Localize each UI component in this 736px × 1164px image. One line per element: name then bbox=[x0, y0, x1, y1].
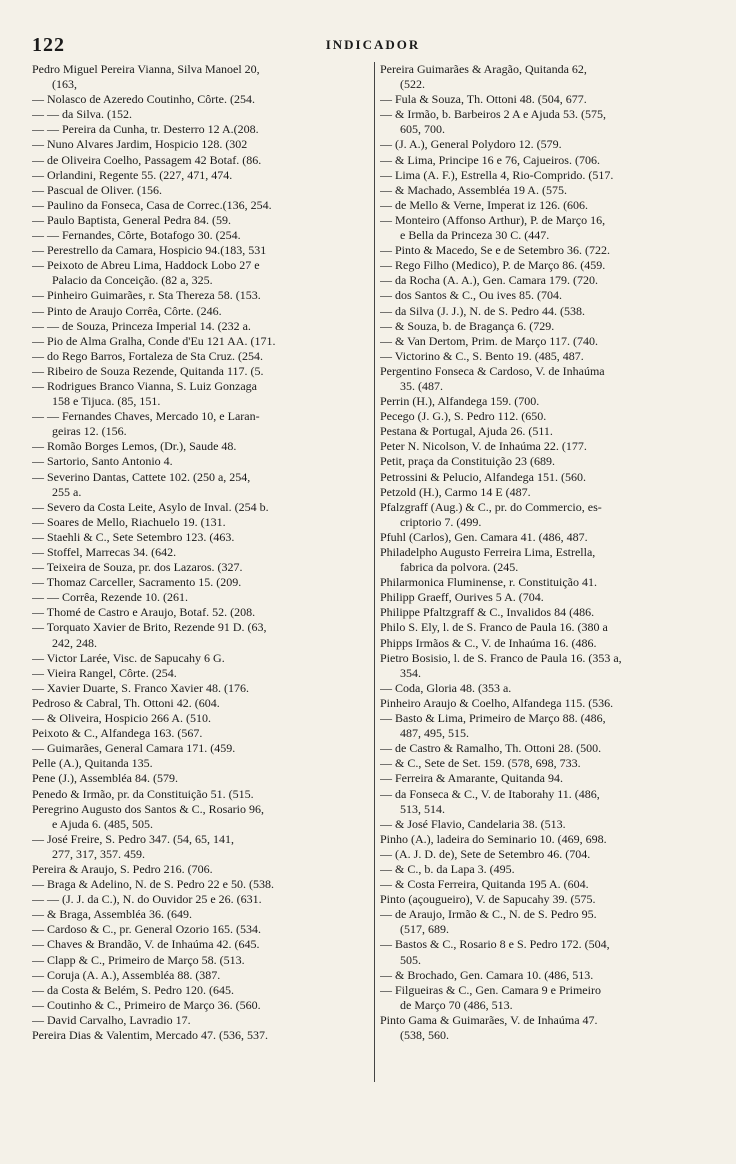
directory-entry: — Cardoso & C., pr. General Ozorio 165. (534. bbox=[32, 922, 261, 937]
directory-entry-continuation: fabrica da polvora. (245. bbox=[400, 560, 519, 575]
directory-entry: — Soares de Mello, Riachuelo 19. (131. bbox=[32, 514, 226, 529]
directory-entry-continuation: e Ajuda 6. (485, 505. bbox=[52, 816, 153, 831]
directory-entry: Pedro Miguel Pereira Vianna, Silva Manoel 20, bbox=[32, 62, 260, 76]
directory-entry: Petit, praça da Constituição 23 (689. bbox=[380, 454, 555, 469]
directory-entry: — Victor Larée, Visc. de Sapucahy 6 G. bbox=[32, 650, 225, 665]
directory-entry: Pestana & Portugal, Ajuda 26. (511. bbox=[380, 424, 553, 439]
directory-entry: — Peixoto de Abreu Lima, Haddock Lobo 27 e bbox=[32, 258, 260, 273]
directory-entry: — — de Souza, Princeza Imperial 14. (232 a. bbox=[32, 318, 251, 333]
directory-entry: — do Rego Barros, Fortaleza de Sta Cruz. (254. bbox=[32, 348, 263, 363]
directory-entry: — & Brochado, Gen. Camara 10. (486, 513. bbox=[380, 967, 594, 982]
directory-entry: Philadelpho Augusto Ferreira Lima, Estrella, bbox=[380, 545, 596, 559]
directory-entry: — — (J. J. da C.), N. do Ouvidor 25 e 26. (631. bbox=[32, 892, 262, 907]
directory-entry: — Coruja (A. A.), Assembléa 88. (387. bbox=[32, 967, 221, 982]
directory-entry: — Thomaz Carceller, Sacramento 15. (209. bbox=[32, 575, 242, 590]
directory-entry: Pietro Bosisio, l. de S. Franco de Paula 16. (353 a, bbox=[380, 650, 622, 665]
directory-entry: — de Araujo, Irmão & C., N. de S. Pedro 95. bbox=[380, 907, 597, 922]
directory-entry-continuation: 242, 248. bbox=[52, 635, 97, 650]
directory-entry: — & Costa Ferreira, Quitanda 195 A. (604. bbox=[380, 877, 589, 892]
directory-entry: — & Souza, b. de Bragança 6. (729. bbox=[380, 318, 555, 333]
directory-entry: Phipps Irmãos & C., V. de Inhaúma 16. (486. bbox=[380, 635, 597, 650]
directory-entry-continuation: 505. bbox=[400, 952, 421, 967]
directory-entry: — Perestrello da Camara, Hospicio 94.(183, 531 bbox=[32, 243, 267, 258]
directory-entry: — Vieira Rangel, Côrte. (254. bbox=[32, 665, 177, 680]
directory-entry: — José Freire, S. Pedro 347. (54, 65, 141, bbox=[32, 831, 234, 846]
directory-entry: — da Silva (J. J.), N. de S. Pedro 44. (538. bbox=[380, 303, 585, 318]
directory-entry: — Victorino & C., S. Bento 19. (485, 487. bbox=[380, 348, 584, 363]
left-column bbox=[32, 62, 372, 1152]
directory-entry: Pinto Gama & Guimarães, V. de Inhaúma 47. bbox=[380, 1012, 598, 1027]
directory-entry: — Torquato Xavier de Brito, Rezende 91 D. (63, bbox=[32, 620, 267, 635]
directory-entry: Philo S. Ely, l. de S. Franco de Paula 16. (380 a bbox=[380, 620, 608, 635]
directory-entry: — Pio de Alma Gralha, Conde d'Eu 121 AA. (171. bbox=[32, 333, 276, 348]
directory-entry: — Teixeira de Souza, pr. dos Lazaros. (327. bbox=[32, 560, 243, 575]
directory-entry-continuation: e Bella da Princeza 30 C. (447. bbox=[400, 228, 550, 243]
directory-entry-continuation: 255 a. bbox=[52, 484, 82, 499]
directory-entry: Pfalzgraff (Aug.) & C., pr. do Commercio, es- bbox=[380, 499, 602, 514]
directory-entry: — da Costa & Belém, S. Pedro 120. (645. bbox=[32, 982, 234, 997]
directory-entry: Pinheiro Araujo & Coelho, Alfandega 115. (536. bbox=[380, 695, 614, 710]
directory-entry: — de Mello & Verne, Imperat iz 126. (606. bbox=[380, 197, 589, 212]
directory-entry-continuation: (522. bbox=[400, 77, 425, 92]
column-divider bbox=[374, 62, 375, 1082]
directory-entry: — de Castro & Ramalho, Th. Ottoni 28. (500. bbox=[380, 741, 602, 756]
right-column bbox=[380, 62, 722, 1152]
directory-entry: Pedroso & Cabral, Th. Ottoni 42. (604. bbox=[32, 695, 220, 710]
directory-entry: Pereira & Araujo, S. Pedro 216. (706. bbox=[32, 861, 213, 876]
directory-entry: Peter N. Nicolson, V. de Inhaúma 22. (177. bbox=[380, 439, 587, 454]
directory-entry: — Ribeiro de Souza Rezende, Quitanda 117. (5. bbox=[32, 363, 264, 378]
directory-entry: — & Oliveira, Hospicio 266 A. (510. bbox=[32, 711, 211, 726]
directory-entry-continuation: Palacio da Conceição. (82 a, 325. bbox=[52, 273, 213, 288]
directory-entry: — Fula & Souza, Th. Ottoni 48. (504, 677. bbox=[380, 92, 587, 107]
directory-entry: — dos Santos & C., Ou ives 85. (704. bbox=[380, 288, 563, 303]
directory-entry: — (A. J. D. de), Sete de Setembro 46. (704. bbox=[380, 846, 591, 861]
directory-entry: Petrossini & Pelucio, Alfandega 151. (560. bbox=[380, 469, 586, 484]
directory-entry: — de Oliveira Coelho, Passagem 42 Botaf. (86. bbox=[32, 152, 262, 167]
directory-entry: — Pinheiro Guimarães, r. Sta Thereza 58. (153. bbox=[32, 288, 261, 303]
directory-entry: — & Braga, Assembléa 36. (649. bbox=[32, 907, 192, 922]
directory-entry: Pelle (A.), Quitanda 135. bbox=[32, 756, 153, 771]
directory-entry: — & Irmão, b. Barbeiros 2 A e Ajuda 53. (575, bbox=[380, 107, 606, 122]
running-title: INDICADOR bbox=[325, 37, 421, 52]
directory-entry: Pergentino Fonseca & Cardoso, V. de Inhaúma bbox=[380, 363, 605, 378]
directory-entry: — Rodrigues Branco Vianna, S. Luiz Gonzaga bbox=[32, 378, 258, 393]
directory-entry-continuation: (538, 560. bbox=[400, 1028, 449, 1042]
page-header bbox=[32, 34, 714, 58]
directory-entry: — Severino Dantas, Cattete 102. (250 a, 254, bbox=[32, 469, 251, 484]
directory-entry: — Nuno Alvares Jardim, Hospicio 128. (302 bbox=[32, 137, 248, 152]
directory-entry: — Nolasco de Azeredo Coutinho, Côrte. (254. bbox=[32, 92, 255, 107]
directory-entry: — Paulino da Fonseca, Casa de Correc.(136, 254. bbox=[32, 197, 272, 212]
directory-entry: — & Machado, Assembléa 19 A. (575. bbox=[380, 182, 567, 197]
directory-entry: — — Corrêa, Rezende 10. (261. bbox=[32, 590, 188, 605]
directory-entry: — Pascual de Oliver. (156. bbox=[32, 182, 162, 197]
directory-entry: — David Carvalho, Lavradio 17. bbox=[32, 1012, 191, 1027]
directory-entry: — Paulo Baptista, General Pedra 84. (59. bbox=[32, 212, 231, 227]
directory-entry-continuation: (163, bbox=[52, 77, 77, 92]
directory-entry: Philippe Pfaltzgraff & C., Invalidos 84 (486. bbox=[380, 605, 595, 620]
directory-entry: Pene (J.), Assembléa 84. (579. bbox=[32, 771, 178, 786]
directory-entry: — Staehli & C., Sete Setembro 123. (463. bbox=[32, 529, 235, 544]
directory-entry: — da Fonseca & C., V. de Itaborahy 11. (486, bbox=[380, 786, 600, 801]
directory-entry-continuation: de Março 70 (486, 513. bbox=[400, 997, 513, 1012]
directory-entry: — (J. A.), General Polydoro 12. (579. bbox=[380, 137, 562, 152]
directory-entry: Petzold (H.), Carmo 14 E (487. bbox=[380, 484, 531, 499]
directory-entry-continuation: 487, 495, 515. bbox=[400, 726, 469, 741]
directory-entry-continuation: 35. (487. bbox=[400, 378, 443, 393]
directory-entry: Peixoto & C., Alfandega 163. (567. bbox=[32, 726, 203, 741]
directory-entry: — Chaves & Brandão, V. de Inhaúma 42. (645. bbox=[32, 937, 260, 952]
directory-entry: — da Rocha (A. A.), Gen. Camara 179. (720. bbox=[380, 273, 598, 288]
directory-entry: — Clapp & C., Primeiro de Março 58. (513. bbox=[32, 952, 245, 967]
directory-entry: Pecego (J. G.), S. Pedro 112. (650. bbox=[380, 409, 547, 424]
directory-entry: Peregrino Augusto dos Santos & C., Rosario 96, bbox=[32, 801, 265, 816]
directory-entry: — Xavier Duarte, S. Franco Xavier 48. (176. bbox=[32, 680, 249, 695]
directory-entry: — Pinto de Araujo Corrêa, Côrte. (246. bbox=[32, 303, 222, 318]
directory-entry: — Coda, Gloria 48. (353 a. bbox=[380, 680, 512, 695]
directory-entry: — Ferreira & Amarante, Quitanda 94. bbox=[380, 771, 563, 786]
directory-entry: — Basto & Lima, Primeiro de Março 88. (486, bbox=[380, 711, 606, 726]
directory-entry-continuation: (517, 689. bbox=[400, 922, 449, 937]
directory-entry: — Lima (A. F.), Estrella 4, Rio-Comprido. (517. bbox=[380, 167, 614, 182]
directory-entry: — Pinto & Macedo, Se e de Setembro 36. (722. bbox=[380, 243, 610, 258]
directory-entry: — Monteiro (Affonso Arthur), P. de Março 16, bbox=[380, 212, 606, 227]
directory-entry-continuation: criptorio 7. (499. bbox=[400, 514, 482, 529]
directory-entry: — & C., Sete de Set. 159. (578, 698, 733. bbox=[380, 756, 581, 771]
page-number: 122 bbox=[32, 34, 65, 56]
directory-entry: — Romão Borges Lemos, (Dr.), Saude 48. bbox=[32, 439, 237, 454]
directory-entry: — Braga & Adelino, N. de S. Pedro 22 e 50. (538. bbox=[32, 877, 274, 892]
directory-entry: Penedo & Irmão, pr. da Constituição 51. (515. bbox=[32, 786, 254, 801]
directory-entry: Perrin (H.), Alfandega 159. (700. bbox=[380, 394, 540, 409]
directory-entry-continuation: 277, 317, 357. 459. bbox=[52, 846, 145, 861]
directory-entry: Pinho (A.), ladeira do Seminario 10. (469, 698. bbox=[380, 831, 607, 846]
directory-entry: — & Van Dertom, Prim. de Março 117. (740. bbox=[380, 333, 598, 348]
directory-entry: — Bastos & C., Rosario 8 e S. Pedro 172. (504, bbox=[380, 937, 610, 952]
directory-entry: — Filgueiras & C., Gen. Camara 9 e Primeiro bbox=[380, 982, 601, 997]
directory-entry: Philipp Graeff, Ourives 5 A. (704. bbox=[380, 590, 544, 605]
directory-entry-continuation: 513, 514. bbox=[400, 801, 445, 816]
directory-entry-continuation: 354. bbox=[400, 665, 421, 680]
directory-entry-continuation: 605, 700. bbox=[400, 122, 445, 137]
directory-entry: — Stoffel, Marrecas 34. (642. bbox=[32, 545, 177, 559]
directory-entry: — — da Silva. (152. bbox=[32, 107, 132, 122]
directory-entry: Philarmonica Fluminense, r. Constituição 41. bbox=[380, 575, 597, 590]
directory-entry-continuation: 158 e Tijuca. (85, 151. bbox=[52, 394, 161, 409]
directory-entry: — Severo da Costa Leite, Asylo de Inval. (254 b. bbox=[32, 499, 269, 514]
directory-entry-continuation: geiras 12. (156. bbox=[52, 424, 127, 439]
directory-entry: — & C., b. da Lapa 3. (495. bbox=[380, 861, 515, 876]
directory-entry: — — Fernandes Chaves, Mercado 10, e Laran- bbox=[32, 409, 260, 424]
directory-entry: — — Fernandes, Côrte, Botafogo 30. (254. bbox=[32, 228, 241, 243]
directory-entry: Pereira Dias & Valentim, Mercado 47. (536, 537. bbox=[32, 1028, 269, 1042]
directory-entry: — & Lima, Principe 16 e 76, Cajueiros. (706. bbox=[380, 152, 600, 167]
directory-entry: — — Pereira da Cunha, tr. Desterro 12 A.(208. bbox=[32, 122, 259, 137]
directory-columns bbox=[32, 62, 722, 1152]
directory-entry: — Orlandini, Regente 55. (227, 471, 474. bbox=[32, 167, 233, 182]
directory-entry: — Sartorio, Santo Antonio 4. bbox=[32, 454, 173, 469]
directory-entry: — Thomé de Castro e Araujo, Botaf. 52. (208. bbox=[32, 605, 256, 620]
directory-entry: — Rego Filho (Medico), P. de Março 86. (459. bbox=[380, 258, 606, 273]
directory-entry: — Guimarães, General Camara 171. (459. bbox=[32, 741, 236, 756]
directory-entry: Pfuhl (Carlos), Gen. Camara 41. (486, 487. bbox=[380, 529, 588, 544]
directory-entry: — & José Flavio, Candelaria 38. (513. bbox=[380, 816, 566, 831]
directory-entry: — Coutinho & C., Primeiro de Março 36. (560. bbox=[32, 997, 261, 1012]
directory-entry: Pinto (açougueiro), V. de Sapucahy 39. (575. bbox=[380, 892, 596, 907]
directory-entry: Pereira Guimarães & Aragão, Quitanda 62, bbox=[380, 62, 587, 76]
